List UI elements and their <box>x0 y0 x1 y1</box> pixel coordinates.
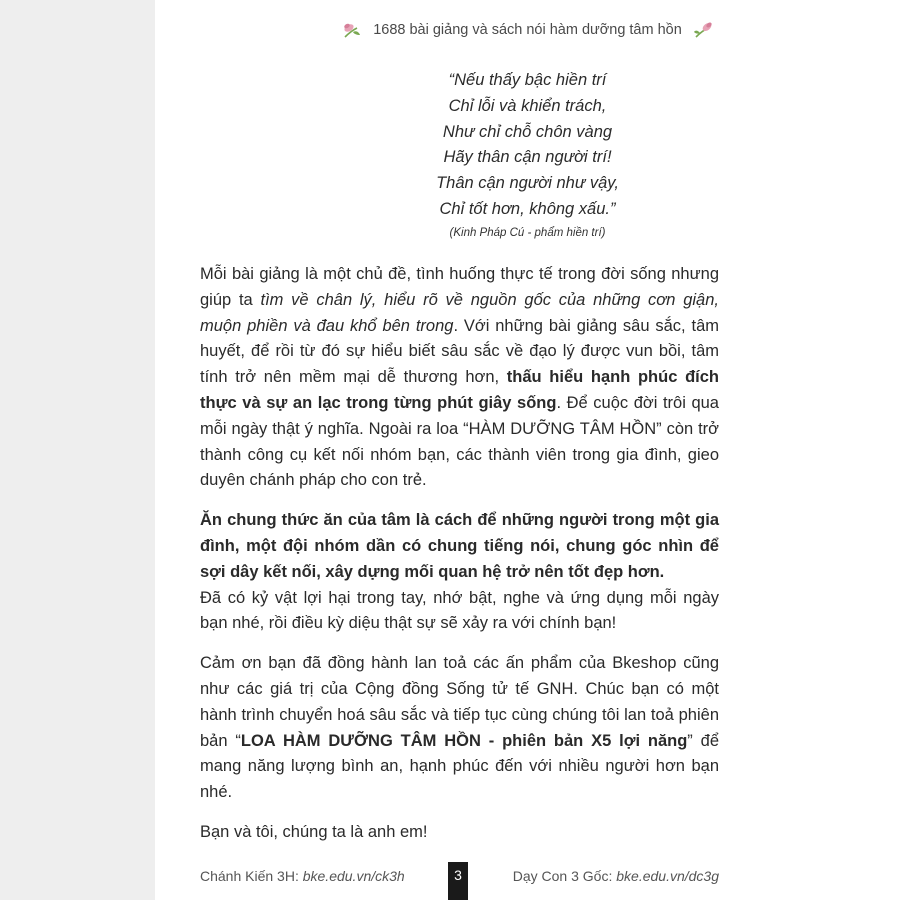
p1-text-c: . Với những bài giảng sâu sắc, tâm huyết, để rồi từ đó sự hiểu biết sâu sắc về đạo lý được vun bồi, tâm tính trở nên mềm mại dễ thương hơn, <box>200 316 719 387</box>
poem-line: Chỉ lỗi và khiển trách, <box>448 96 607 115</box>
footer-left-label: Chánh Kiến 3H: <box>200 868 303 884</box>
p1-text-e: . Để cuộc đời trôi qua mỗi ngày thật ý nghĩa. Ngoài ra loa “HÀM DƯỠNG TÂM HỒN” còn trở thành công cụ kết nối nhóm bạn, các thành viên trong gia đình, gieo duyên chánh pháp cho con trẻ. <box>200 393 719 490</box>
p1-italic: tìm về chân lý, hiểu rõ về nguồn gốc của những cơn giận, muộn phiền và đau khổ bên trong <box>200 290 719 335</box>
header-title: 1688 bài giảng và sách nói hàm dưỡng tâm hồn <box>373 22 682 38</box>
paragraph-4: Bạn và tôi, chúng ta là anh em! <box>200 822 428 841</box>
poem-line: Thân cận người như vậy, <box>436 174 619 193</box>
poem-line: Chỉ tốt hơn, không xấu.” <box>439 199 616 218</box>
p1-bold: thấu hiểu hạnh phúc đích thực và sự an lạc trong từng phút giây sống <box>200 368 719 412</box>
flower-left-icon <box>341 20 363 40</box>
page-number: 3 <box>448 862 468 900</box>
paragraph-3 <box>200 651 719 806</box>
body-text <box>200 262 719 860</box>
poem-line: “Nếu thấy bậc hiền trí <box>448 71 607 89</box>
poem-line: Như chỉ chỗ chôn vàng <box>442 122 613 141</box>
p3-bold: LOA HÀM DƯỠNG TÂM HỒN - phiên bản X5 lợi năng <box>240 731 688 750</box>
footer-right-link[interactable]: bke.edu.vn/dc3g <box>616 868 719 884</box>
footer-right-label: Dạy Con 3 Gốc: <box>512 868 617 884</box>
poem-quote <box>155 68 900 239</box>
poem-line: Hãy thân cận người trí! <box>443 148 612 167</box>
footer-left <box>200 868 405 884</box>
paragraph-2 <box>200 508 719 637</box>
p2-text: Đã có kỷ vật lợi hại trong tay, nhớ bật, nghe và ứng dụng mỗi ngày bạn nhé, rồi điều kỳ diệu thật sự sẽ xảy ra với chính bạn! <box>200 588 719 633</box>
poem-source: (Kinh Pháp Cú - phẩm hiền trí) <box>449 226 606 239</box>
p2-bold: Ăn chung thức ăn của tâm là cách để những người trong một gia đình, một đội nhóm dần có chung tiếng nói, chung góc nhìn để sợi dây kết nối, xây dựng mối quan hệ trở nên tốt đẹp hơn. <box>200 511 719 581</box>
footer-right <box>513 868 719 884</box>
paragraph-1 <box>200 262 719 494</box>
page-header <box>155 20 900 40</box>
footer-left-link[interactable]: bke.edu.vn/ck3h <box>302 868 405 884</box>
page-footer <box>155 862 900 900</box>
p1-text-a: Mỗi bài giảng là một chủ đề, tình huống thực tế trong đời sống nhưng giúp ta <box>200 265 719 309</box>
p3-text-c: ” để mang năng lượng bình an, hạnh phúc đến với nhiều người hơn bạn nhé. <box>200 731 719 802</box>
p3-text-a: Cảm ơn bạn đã đồng hành lan toả các ấn phẩm của Bkeshop cũng như các giá trị của Cộng đồng Sống tử tế GNH. Chúc bạn có một hành trình chuyển hoá sâu sắc và tiếp tục cùng chúng tôi lan toả phiên bản “ <box>200 654 719 750</box>
flower-right-icon <box>692 20 714 40</box>
document-page <box>155 0 900 900</box>
